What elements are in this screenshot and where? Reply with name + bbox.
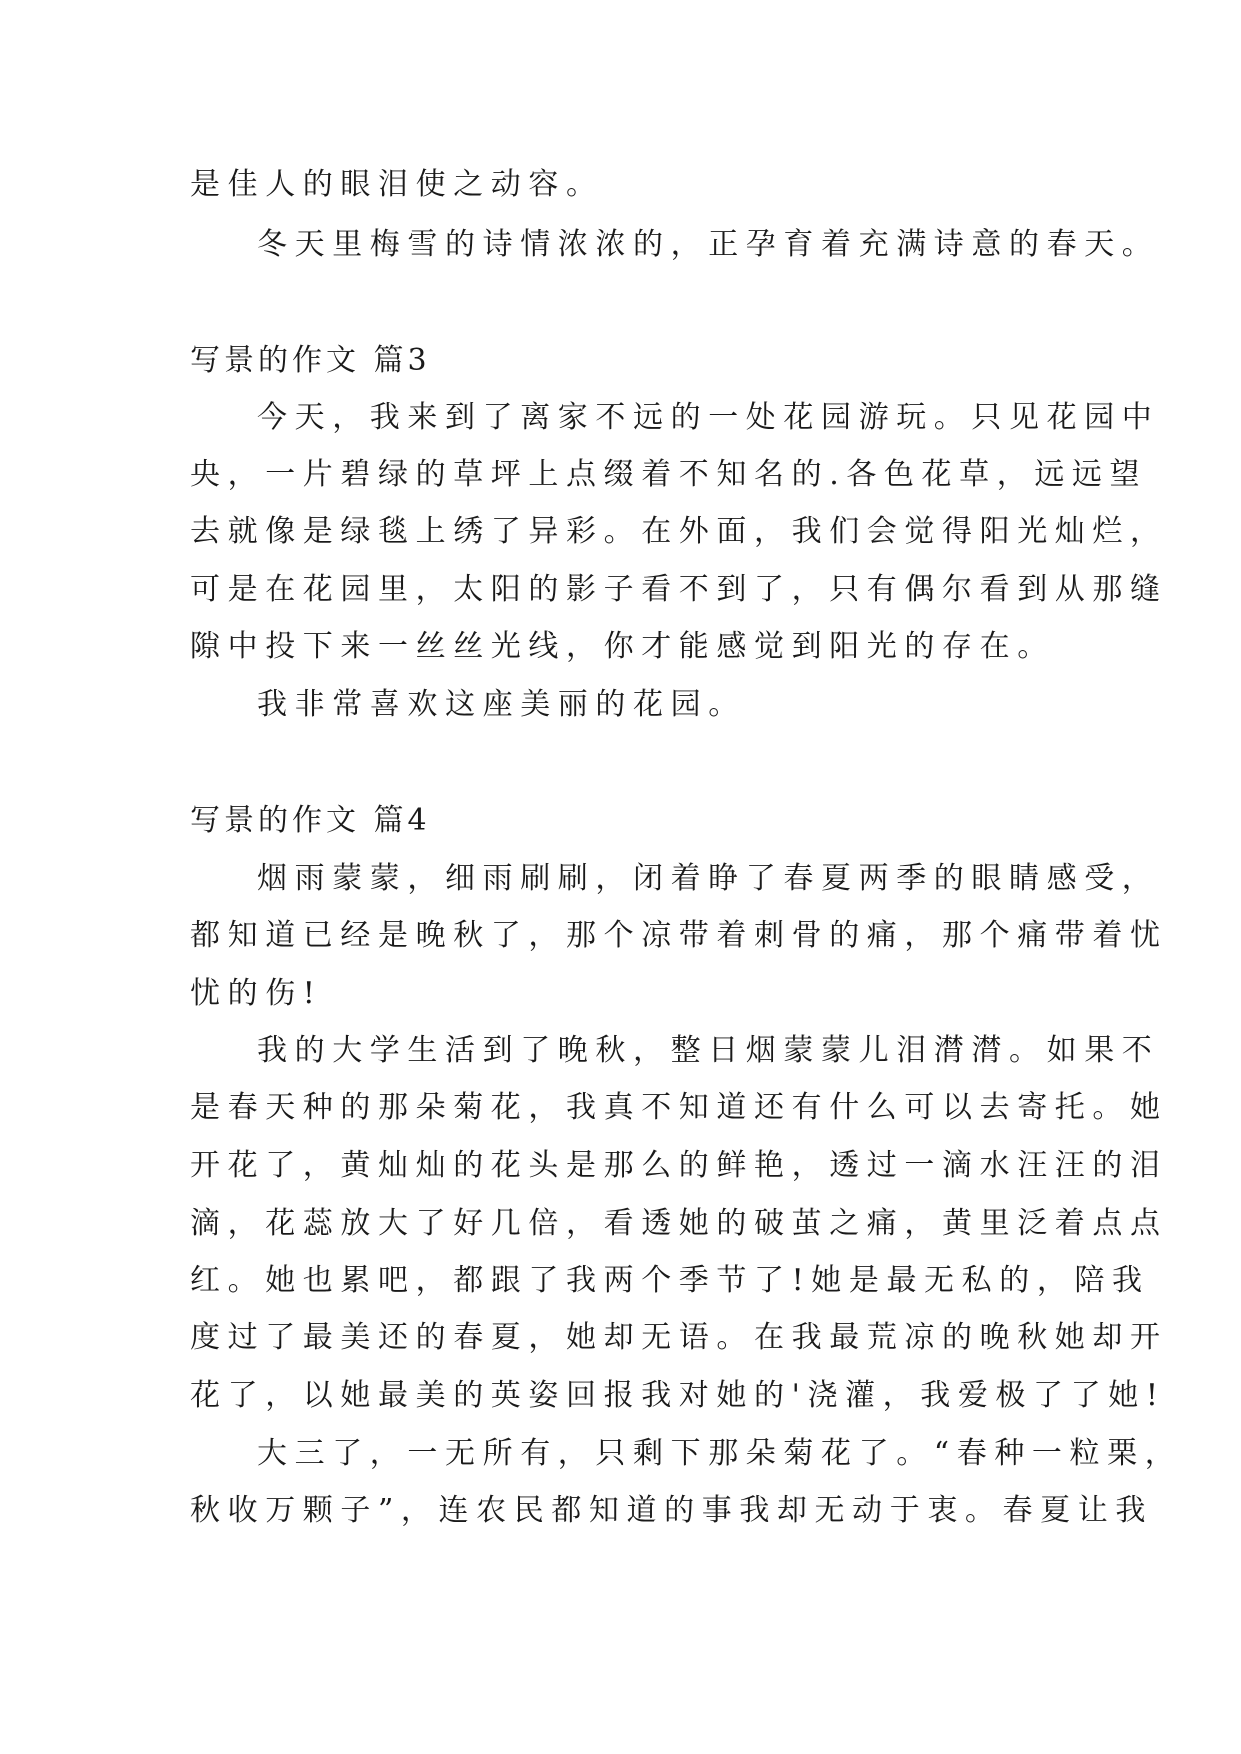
paragraph-line: 都知道已经是晚秋了，那个凉带着刺骨的痛，那个痛带着忧 [190, 918, 1168, 953]
section-heading: 写景的作文 篇3 [190, 343, 431, 378]
paragraph-line: 红。她也累吧，都跟了我两个季节了!她是最无私的，陪我 [190, 1263, 1150, 1298]
paragraph-line: 忧的伤! [190, 976, 323, 1011]
paragraph-line: 我非常喜欢这座美丽的花园。 [257, 687, 746, 722]
paragraph-line: 烟雨蒙蒙，细雨刷刷，闭着睁了春夏两季的眼睛感受， [257, 861, 1160, 896]
paragraph-line: 冬天里梅雪的诗情浓浓的，正孕育着充满诗意的春天。 [257, 227, 1160, 262]
paragraph-line: 今天，我来到了离家不远的一处花园游玩。只见花园中 [257, 400, 1160, 435]
paragraph-line: 是佳人的眼泪使之动容。 [190, 167, 604, 202]
paragraph-line: 大三了，一无所有，只剩下那朵菊花了。“春种一粒栗， [257, 1436, 1183, 1471]
paragraph-line: 隙中投下来一丝丝光线，你才能感觉到阳光的存在。 [190, 629, 1055, 664]
paragraph-line: 开花了，黄灿灿的花头是那么的鲜艳，透过一滴水汪汪的泪 [190, 1148, 1168, 1183]
section-heading: 写景的作文 篇4 [190, 803, 431, 838]
paragraph-line: 度过了最美还的春夏，她却无语。在我最荒凉的晚秋她却开 [190, 1320, 1168, 1355]
paragraph-line: 滴，花蕊放大了好几倍，看透她的破茧之痛，黄里泛着点点 [190, 1206, 1168, 1241]
paragraph-line: 去就像是绿毯上绣了异彩。在外面，我们会觉得阳光灿烂， [190, 514, 1168, 549]
paragraph-line: 我的大学生活到了晚秋，整日烟蒙蒙儿泪潸潸。如果不 [257, 1033, 1160, 1068]
paragraph-line: 秋收万颗子”，连农民都知道的事我却无动于衷。春夏让我 [190, 1493, 1153, 1528]
paragraph-line: 可是在花园里，太阳的影子看不到了，只有偶尔看到从那缝 [190, 572, 1168, 607]
paragraph-line: 央，一片碧绿的草坪上点缀着不知名的.各色花草，远远望 [190, 457, 1148, 492]
paragraph-line: 是春天种的那朵菊花，我真不知道还有什么可以去寄托。她 [190, 1090, 1168, 1125]
paragraph-line: 花了，以她最美的英姿回报我对她的'浇灌，我爱极了了她! [190, 1378, 1166, 1413]
